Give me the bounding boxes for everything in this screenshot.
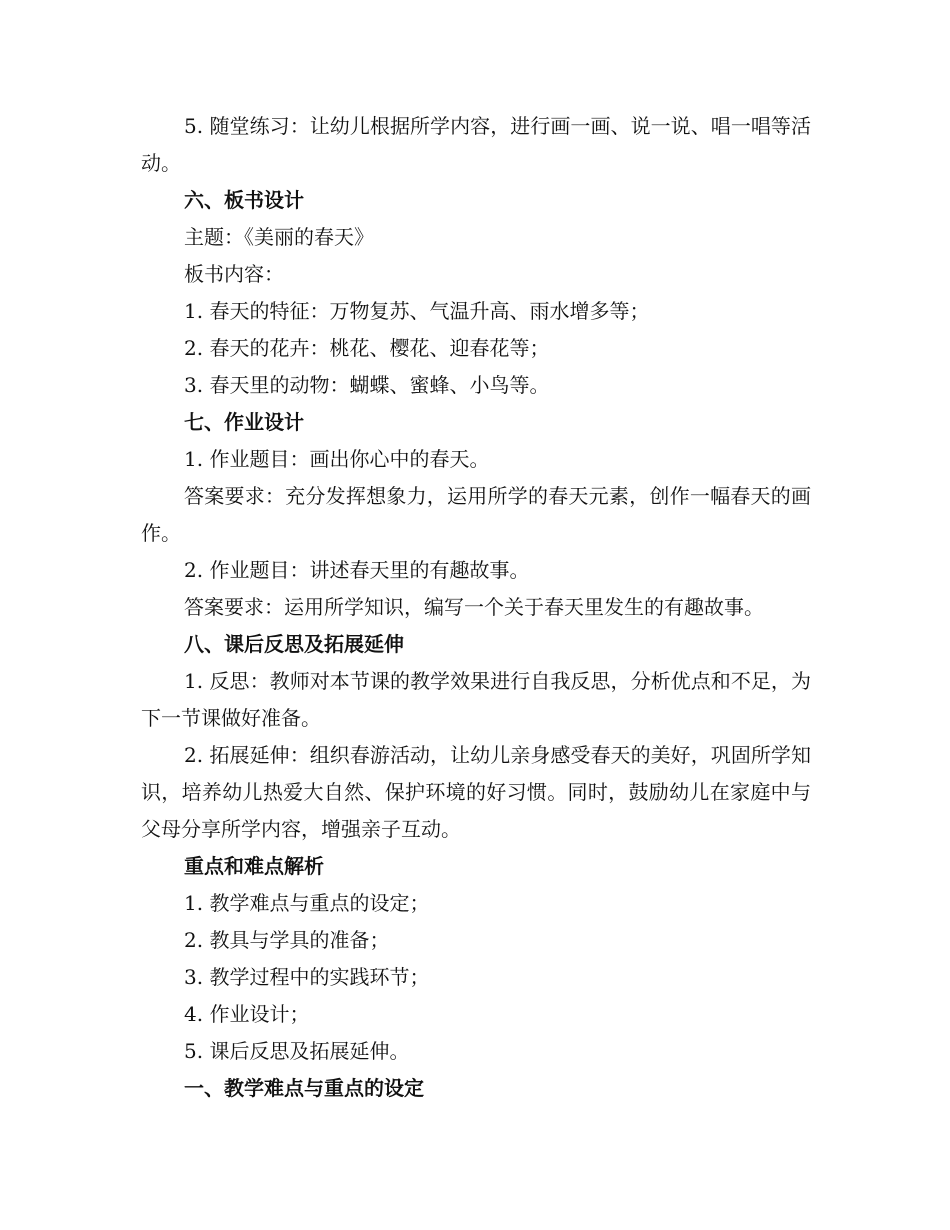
list-item-key-4: 4. 作业设计； <box>184 1002 310 1026</box>
section-heading-key-points: 重点和难点解析 <box>184 854 324 878</box>
list-item-key-5: 5. 课后反思及拓展延伸。 <box>184 1039 410 1063</box>
section-heading-homework-design: 七、作业设计 <box>184 410 304 434</box>
paragraph-reflection: 1. 反思：教师对本节课的教学效果进行自我反思，分析优点和不足，为下一节课做好准备。 <box>141 669 811 730</box>
list-item-spring-flowers: 2. 春天的花卉：桃花、樱花、迎春花等； <box>184 336 550 360</box>
document-body <box>141 108 811 1107</box>
list-item-key-1: 1. 教学难点与重点的设定； <box>184 891 430 915</box>
paragraph-extension: 2. 拓展延伸：组织春游活动，让幼儿亲身感受春天的美好，巩固所学知识，培养幼儿热爱大自然、保护环境的好习惯。同时，鼓励幼儿在家庭中与父母分享所学内容，增强亲子互动。 <box>141 743 811 841</box>
paragraph-practice: 5. 随堂练习：让幼儿根据所学内容，进行画一画、说一说、唱一唱等活动。 <box>141 114 811 175</box>
paragraph-blackboard-content: 板书内容： <box>184 262 284 286</box>
list-item-key-2: 2. 教具与学具的准备； <box>184 928 390 952</box>
section-heading-blackboard-design: 六、板书设计 <box>184 188 304 212</box>
paragraph-answer-requirement-1: 答案要求：充分发挥想象力，运用所学的春天元素，创作一幅春天的画作。 <box>141 484 811 545</box>
list-item-key-3: 3. 教学过程中的实践环节； <box>184 965 430 989</box>
section-heading-difficulty-setting: 一、教学难点与重点的设定 <box>184 1076 424 1100</box>
paragraph-homework-1: 1. 作业题目：画出你心中的春天。 <box>184 447 490 471</box>
list-item-spring-features: 1. 春天的特征：万物复苏、气温升高、雨水增多等； <box>184 299 650 323</box>
paragraph-homework-2: 2. 作业题目：讲述春天里的有趣故事。 <box>184 558 530 582</box>
section-heading-reflection: 八、课后反思及拓展延伸 <box>184 632 404 656</box>
paragraph-theme: 主题：《美丽的春天》 <box>184 225 374 249</box>
paragraph-answer-requirement-2: 答案要求：运用所学知识，编写一个关于春天里发生的有趣故事。 <box>184 595 764 619</box>
list-item-spring-animals: 3. 春天里的动物：蝴蝶、蜜蜂、小鸟等。 <box>184 373 550 397</box>
